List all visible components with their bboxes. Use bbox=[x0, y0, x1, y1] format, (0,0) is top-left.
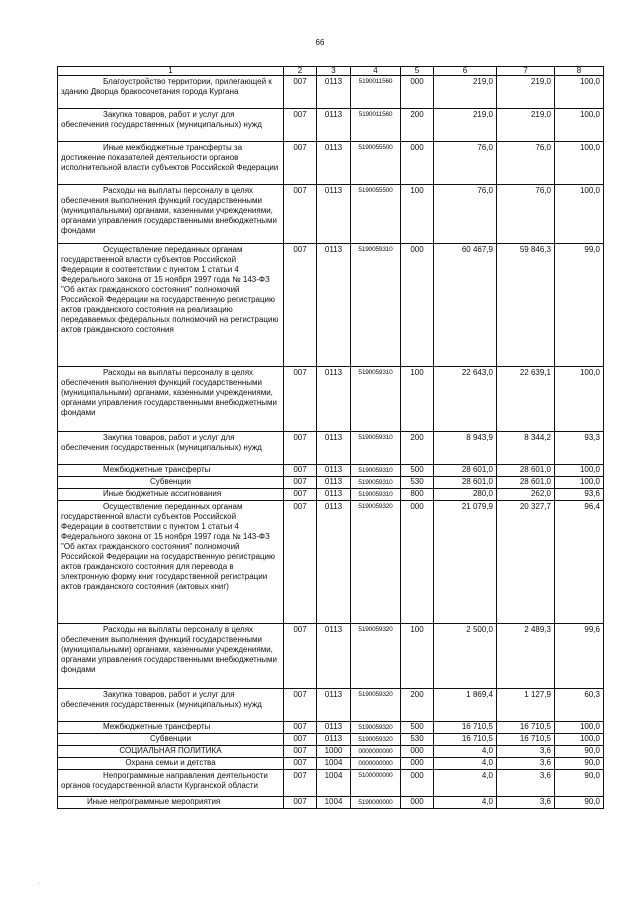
actual-amount: 1 127,9 bbox=[497, 689, 555, 722]
actual-amount: 8 344,2 bbox=[497, 432, 555, 465]
table-row bbox=[58, 76, 604, 109]
table-row bbox=[58, 465, 604, 477]
target-article-code: 5190000000 bbox=[351, 797, 401, 809]
target-article-code: 5190059320 bbox=[351, 689, 401, 722]
vedomstvo-code: 007 bbox=[284, 76, 317, 109]
plan-amount: 1 869,4 bbox=[434, 689, 497, 722]
target-article-code: 5190059320 bbox=[351, 501, 401, 624]
vedomstvo-code: 007 bbox=[284, 797, 317, 809]
row-name bbox=[58, 797, 284, 809]
execution-percent: 90,0 bbox=[555, 758, 604, 770]
header-cell: 8 bbox=[555, 67, 604, 76]
vedomstvo-code: 007 bbox=[284, 746, 317, 758]
row-name bbox=[58, 689, 284, 722]
row-name-text: Межбюджетные трансферты bbox=[103, 722, 211, 731]
target-article-code: 5100000000 bbox=[351, 770, 401, 797]
row-name bbox=[58, 477, 284, 489]
razdel-code: 0113 bbox=[317, 465, 351, 477]
row-name bbox=[58, 76, 284, 109]
table-row bbox=[58, 501, 604, 624]
table-row bbox=[58, 758, 604, 770]
row-name-text: Охрана семьи и детства bbox=[125, 758, 216, 767]
razdel-code: 0113 bbox=[317, 624, 351, 689]
table-row bbox=[58, 244, 604, 367]
expense-type-code: 100 bbox=[401, 185, 434, 244]
header-cell: 1 bbox=[58, 67, 284, 76]
execution-percent: 100,0 bbox=[555, 722, 604, 734]
margin-mark: . bbox=[38, 880, 40, 886]
execution-percent: 100,0 bbox=[555, 76, 604, 109]
row-name bbox=[58, 758, 284, 770]
execution-percent: 90,0 bbox=[555, 770, 604, 797]
vedomstvo-code: 007 bbox=[284, 770, 317, 797]
razdel-code: 0113 bbox=[317, 734, 351, 746]
table-row bbox=[58, 109, 604, 142]
row-name-text: Благоустройство территории, прилегающей к зданию Дворца бракосочетания города Кургана bbox=[61, 77, 272, 96]
expense-type-code: 200 bbox=[401, 432, 434, 465]
actual-amount: 16 710,5 bbox=[497, 734, 555, 746]
expense-type-code: 200 bbox=[401, 109, 434, 142]
target-article-code: 5190059320 bbox=[351, 722, 401, 734]
target-article-code: 5190059310 bbox=[351, 244, 401, 367]
plan-amount: 22 643,0 bbox=[434, 367, 497, 432]
execution-percent: 60,3 bbox=[555, 689, 604, 722]
vedomstvo-code: 007 bbox=[284, 758, 317, 770]
execution-percent: 100,0 bbox=[555, 465, 604, 477]
expense-type-code: 100 bbox=[401, 624, 434, 689]
table-row bbox=[58, 722, 604, 734]
target-article-code: 5190059310 bbox=[351, 367, 401, 432]
execution-percent: 100,0 bbox=[555, 734, 604, 746]
expense-type-code: 000 bbox=[401, 797, 434, 809]
actual-amount: 76,0 bbox=[497, 185, 555, 244]
plan-amount: 219,0 bbox=[434, 109, 497, 142]
vedomstvo-code: 007 bbox=[284, 489, 317, 501]
target-article-code: 0000000000 bbox=[351, 746, 401, 758]
row-name bbox=[58, 624, 284, 689]
row-name bbox=[58, 367, 284, 432]
plan-amount: 8 943,9 bbox=[434, 432, 497, 465]
vedomstvo-code: 007 bbox=[284, 501, 317, 624]
expense-type-code: 800 bbox=[401, 489, 434, 501]
razdel-code: 1004 bbox=[317, 770, 351, 797]
target-article-code: 5190059320 bbox=[351, 624, 401, 689]
razdel-code: 0113 bbox=[317, 689, 351, 722]
actual-amount: 219,0 bbox=[497, 76, 555, 109]
plan-amount: 21 079,9 bbox=[434, 501, 497, 624]
execution-percent: 100,0 bbox=[555, 367, 604, 432]
row-name bbox=[58, 489, 284, 501]
expense-type-code: 500 bbox=[401, 465, 434, 477]
execution-percent: 100,0 bbox=[555, 185, 604, 244]
row-name-text: Расходы на выплаты персоналу в целях обеспечения выполнения функций государственными (муниципальными) органами, казенными учреждениями, органами управления государственными внебюджетными фондами bbox=[61, 625, 277, 674]
razdel-code: 0113 bbox=[317, 722, 351, 734]
header-cell: 6 bbox=[434, 67, 497, 76]
header-cell: 4 bbox=[351, 67, 401, 76]
table-row bbox=[58, 432, 604, 465]
header-cell: 2 bbox=[284, 67, 317, 76]
target-article-code: 5190059310 bbox=[351, 465, 401, 477]
expense-type-code: 530 bbox=[401, 477, 434, 489]
row-name bbox=[58, 432, 284, 465]
table-row bbox=[58, 734, 604, 746]
expense-type-code: 000 bbox=[401, 758, 434, 770]
expense-type-code: 200 bbox=[401, 689, 434, 722]
execution-percent: 100,0 bbox=[555, 142, 604, 185]
row-name bbox=[58, 109, 284, 142]
execution-percent: 90,0 bbox=[555, 797, 604, 809]
table-row bbox=[58, 367, 604, 432]
target-article-code: 5190059320 bbox=[351, 734, 401, 746]
actual-amount: 28 601,0 bbox=[497, 465, 555, 477]
row-name-text: Осуществление переданных органам государственной власти субъектов Российской Федерации в соответствии с пунктом 1 статьи 4 Федерального закона от 15 ноября 1997 года № 143-ФЗ "Об актах гражданского состояния" полномочий Российской Федерации на государственную регистрацию актов гражданского состояния на реализацию передаваемых федеральных полномочий на регистрацию актов гражданского состояния bbox=[61, 245, 279, 334]
row-name bbox=[58, 142, 284, 185]
plan-amount: 16 710,5 bbox=[434, 734, 497, 746]
row-name-text: Субвенции bbox=[150, 477, 191, 486]
expense-type-code: 000 bbox=[401, 746, 434, 758]
target-article-code: 5190059310 bbox=[351, 432, 401, 465]
plan-amount: 76,0 bbox=[434, 185, 497, 244]
header-cell: 7 bbox=[497, 67, 555, 76]
razdel-code: 1004 bbox=[317, 758, 351, 770]
razdel-code: 0113 bbox=[317, 477, 351, 489]
razdel-code: 0113 bbox=[317, 501, 351, 624]
table-row bbox=[58, 477, 604, 489]
header-cell: 5 bbox=[401, 67, 434, 76]
actual-amount: 22 639,1 bbox=[497, 367, 555, 432]
expense-type-code: 000 bbox=[401, 244, 434, 367]
row-name-text: Межбюджетные трансферты bbox=[103, 465, 211, 474]
actual-amount: 59 846,3 bbox=[497, 244, 555, 367]
row-name-text: Непрограммные направления деятельности органов государственной власти Курганской области bbox=[61, 771, 268, 790]
row-name-text: Закупка товаров, работ и услуг для обеспечения государственных (муниципальных) нужд bbox=[61, 433, 262, 452]
vedomstvo-code: 007 bbox=[284, 477, 317, 489]
target-article-code: 5190055500 bbox=[351, 142, 401, 185]
actual-amount: 219,0 bbox=[497, 109, 555, 142]
vedomstvo-code: 007 bbox=[284, 142, 317, 185]
header-cell: 3 bbox=[317, 67, 351, 76]
target-article-code: 0000000000 bbox=[351, 758, 401, 770]
table-row bbox=[58, 770, 604, 797]
expense-type-code: 000 bbox=[401, 770, 434, 797]
razdel-code: 0113 bbox=[317, 185, 351, 244]
plan-amount: 280,0 bbox=[434, 489, 497, 501]
execution-percent: 96,4 bbox=[555, 501, 604, 624]
row-name bbox=[58, 770, 284, 797]
page-number: 66 bbox=[315, 38, 325, 47]
row-name bbox=[58, 465, 284, 477]
row-name bbox=[58, 734, 284, 746]
expense-type-code: 000 bbox=[401, 76, 434, 109]
plan-amount: 2 500,0 bbox=[434, 624, 497, 689]
actual-amount: 3,6 bbox=[497, 797, 555, 809]
table-row bbox=[58, 489, 604, 501]
plan-amount: 28 601,0 bbox=[434, 465, 497, 477]
row-name bbox=[58, 185, 284, 244]
plan-amount: 60 467,9 bbox=[434, 244, 497, 367]
actual-amount: 16 710,5 bbox=[497, 722, 555, 734]
vedomstvo-code: 007 bbox=[284, 722, 317, 734]
vedomstvo-code: 007 bbox=[284, 624, 317, 689]
razdel-code: 0113 bbox=[317, 432, 351, 465]
execution-percent: 100,0 bbox=[555, 477, 604, 489]
execution-percent: 99,6 bbox=[555, 624, 604, 689]
target-article-code: 5190055500 bbox=[351, 185, 401, 244]
vedomstvo-code: 007 bbox=[284, 465, 317, 477]
razdel-code: 1000 bbox=[317, 746, 351, 758]
row-name-text: Закупка товаров, работ и услуг для обеспечения государственных (муниципальных) нужд bbox=[61, 110, 262, 129]
expense-type-code: 500 bbox=[401, 722, 434, 734]
plan-amount: 4,0 bbox=[434, 797, 497, 809]
table-row bbox=[58, 689, 604, 722]
actual-amount: 3,6 bbox=[497, 746, 555, 758]
plan-amount: 4,0 bbox=[434, 746, 497, 758]
actual-amount: 28 601,0 bbox=[497, 477, 555, 489]
execution-percent: 99,0 bbox=[555, 244, 604, 367]
actual-amount: 3,6 bbox=[497, 770, 555, 797]
table-row bbox=[58, 185, 604, 244]
row-name-text: Субвенции bbox=[150, 734, 191, 743]
row-name bbox=[58, 501, 284, 624]
row-name-text: Иные межбюджетные трансферты за достижение показателей деятельности органов исполнительной власти субъектов Российской Федерации bbox=[61, 143, 279, 172]
table-row bbox=[58, 624, 604, 689]
table-row bbox=[58, 142, 604, 185]
table-row bbox=[58, 797, 604, 809]
execution-percent: 100,0 bbox=[555, 109, 604, 142]
row-name-text: Расходы на выплаты персоналу в целях обеспечения выполнения функций государственными (муниципальными) органами, казенными учреждениями, органами управления государственными внебюджетными фондами bbox=[61, 186, 277, 235]
vedomstvo-code: 007 bbox=[284, 185, 317, 244]
plan-amount: 4,0 bbox=[434, 758, 497, 770]
plan-amount: 219,0 bbox=[434, 76, 497, 109]
plan-amount: 4,0 bbox=[434, 770, 497, 797]
budget-table bbox=[57, 66, 604, 809]
razdel-code: 0113 bbox=[317, 244, 351, 367]
expense-type-code: 000 bbox=[401, 142, 434, 185]
vedomstvo-code: 007 bbox=[284, 367, 317, 432]
execution-percent: 93,6 bbox=[555, 489, 604, 501]
row-name-text: Осуществление переданных органам государственной власти субъектов Российской Федерации в соответствии с пунктом 1 статьи 4 Федерального закона от 15 ноября 1997 года № 143-ФЗ "Об актах гражданского состояния" полномочий Российской Федерации на государственную регистрацию актов гражданского состояния для перевода в электронную форму книг государственной регистрации актов гражданского состояния (актовых книг) bbox=[61, 502, 276, 591]
target-article-code: 5190059310 bbox=[351, 489, 401, 501]
plan-amount: 28 601,0 bbox=[434, 477, 497, 489]
row-name bbox=[58, 244, 284, 367]
row-name-text: Расходы на выплаты персоналу в целях обеспечения выполнения функций государственными (муниципальными) органами, казенными учреждениями, органами управления государственными внебюджетными фондами bbox=[61, 368, 277, 417]
row-name bbox=[58, 746, 284, 758]
razdel-code: 0113 bbox=[317, 489, 351, 501]
vedomstvo-code: 007 bbox=[284, 734, 317, 746]
header-row bbox=[58, 67, 604, 76]
razdel-code: 0113 bbox=[317, 109, 351, 142]
actual-amount: 20 327,7 bbox=[497, 501, 555, 624]
execution-percent: 93,3 bbox=[555, 432, 604, 465]
vedomstvo-code: 007 bbox=[284, 244, 317, 367]
row-name-text: СОЦИАЛЬНАЯ ПОЛИТИКА bbox=[119, 746, 222, 755]
vedomstvo-code: 007 bbox=[284, 109, 317, 142]
row-name bbox=[58, 722, 284, 734]
row-name-text: Иные непрограммные мероприятия bbox=[87, 797, 221, 806]
expense-type-code: 100 bbox=[401, 367, 434, 432]
actual-amount: 3,6 bbox=[497, 758, 555, 770]
vedomstvo-code: 007 bbox=[284, 432, 317, 465]
razdel-code: 0113 bbox=[317, 367, 351, 432]
plan-amount: 76,0 bbox=[434, 142, 497, 185]
vedomstvo-code: 007 bbox=[284, 689, 317, 722]
row-name-text: Закупка товаров, работ и услуг для обеспечения государственных (муниципальных) нужд bbox=[61, 690, 262, 709]
razdel-code: 1004 bbox=[317, 797, 351, 809]
execution-percent: 90,0 bbox=[555, 746, 604, 758]
actual-amount: 2 489,3 bbox=[497, 624, 555, 689]
target-article-code: 5190011560 bbox=[351, 109, 401, 142]
target-article-code: 5190011560 bbox=[351, 76, 401, 109]
actual-amount: 76,0 bbox=[497, 142, 555, 185]
row-name-text: Иные бюджетные ассигнования bbox=[103, 489, 222, 498]
actual-amount: 262,0 bbox=[497, 489, 555, 501]
target-article-code: 5190059310 bbox=[351, 477, 401, 489]
expense-type-code: 530 bbox=[401, 734, 434, 746]
razdel-code: 0113 bbox=[317, 76, 351, 109]
plan-amount: 16 710,5 bbox=[434, 722, 497, 734]
table-row bbox=[58, 746, 604, 758]
razdel-code: 0113 bbox=[317, 142, 351, 185]
expense-type-code: 000 bbox=[401, 501, 434, 624]
